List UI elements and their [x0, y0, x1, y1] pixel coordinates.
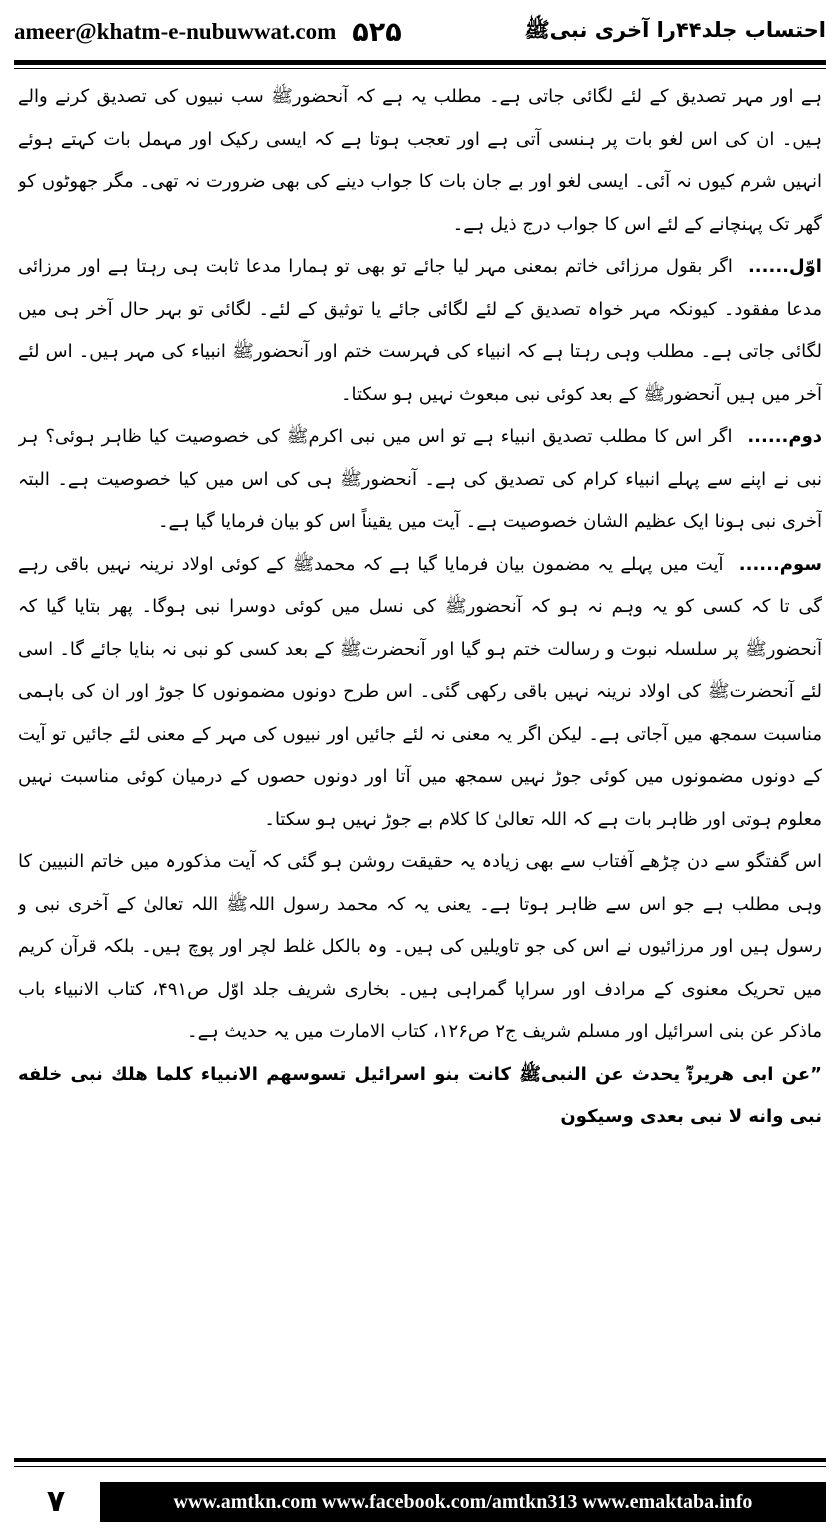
header-series-title: احتساب جلد۴۴را آخری نبیﷺ [524, 17, 826, 42]
paragraph-doum [18, 416, 822, 544]
footer-page-index: ۷ [46, 1483, 66, 1519]
paragraph-text: اگر اس کا مطلب تصدیق انبیاء ہے تو اس میں نبی اکرمﷺ کی خصوصیت کیا ظاہر ہوئی؟ ہر نبی نے اپنے سے پہلے انبیاء کرام کی تصدیق کی ہے۔ آنحضورﷺ ہی کی اس میں کیا خصوصیت ہے۔ البتہ آخری نبی ہونا ایک عظیم الشان خصوصیت ہے۔ آیت میں یقیناً اس کو بیان فرمایا گیا ہے۔ [18, 426, 822, 532]
paragraph-soum [18, 544, 822, 842]
paragraph-conclusion [18, 841, 822, 1054]
paragraph-text: اگر بقول مرزائی خاتم بمعنی مہر لیا جائے تو بھی تو ہمارا مدعا ثابت ہی رہتا ہے اور مرزائی مدعا مفقود۔ کیونکہ مہر خواہ تصدیق کے لئے لگائی جائے یا توثیق کے لئے۔ لگائی تو بہر حال آخر ہی میں لگائی جاتی ہے۔ مطلب وہی رہتا ہے کہ انبیاء کی فہرست ختم اور آنحضورﷺ انبیاء کی مہر ہیں۔ اس لئے آخر میں ہیں آنحضورﷺ کے بعد کوئی نبی مبعوث نہیں ہو سکتا۔ [18, 256, 822, 405]
footer-links: www.amtkn.com www.facebook.com/amtkn313 www.emaktaba.info [100, 1482, 826, 1522]
hadith-text [18, 1054, 822, 1139]
header-rule-thin [14, 68, 826, 69]
header-rule [14, 60, 826, 65]
header-email: ameer@khatm-e-nubuwwat.com [14, 19, 337, 44]
footer-rule-thin [14, 1466, 826, 1467]
paragraph-1 [18, 76, 822, 246]
header-page-number: ۵۲۵ [352, 16, 402, 48]
paragraph-label: اوّل...... [747, 256, 822, 277]
paragraph-text: اس گفتگو سے دن چڑھے آفتاب سے بھی زیادہ یہ حقیقت روشن ہو گئی کہ آیت مذکورہ میں خاتم النبیین کا وہی مطلب ہے جو اس سے ظاہر ہوتا ہے۔ یعنی یہ کہ محمد رسول اللہﷺ اللہ تعالیٰ کے آخری نبی و رسول ہیں اور مرزائیوں نے اس کی جو تاویلیں کی ہیں۔ وہ بالکل غلط لچر اور پوچ ہیں۔ بلکہ قرآن کریم میں تحریک معنوی کے مرادف اور سراپا گمراہی ہیں۔ بخاری شریف جلد اوّل ص۴۹۱، کتاب الانبیاء باب ماذکر عن بنی اسرائیل اور مسلم شریف ج۲ ص۱۲۶، کتاب الامارت میں یہ حدیث ہے۔ [18, 851, 822, 1042]
paragraph-awwal [18, 246, 822, 416]
page-body [18, 76, 822, 1448]
paragraph-text: ”عن ابی هريرةؓ يحدث عن النبیﷺ كانت بنو اسرائيل تسوسهم الانبياء كلما هلك نبی خلفه نبی وانه لا نبی بعدی وسيكون [18, 1063, 822, 1127]
header-left [14, 17, 402, 48]
paragraph-text: ہے اور مہر تصدیق کے لئے لگائی جاتی ہے۔ مطلب یہ ہے کہ آنحضورﷺ سب نبیوں کی تصدیق کرنے والے ہیں۔ ان کی اس لغو بات پر ہنسی آتی ہے اور تعجب ہوتا ہے کہ ایسی رکیک اور مہمل بات کہتے ہوئے انہیں شرم کیوں نہ آئی۔ ایسی لغو اور بے جان بات کا جواب دینے کی بھی ضرورت نہ تھی۔ مگر جھوٹوں کو گھر تک پہنچانے کے لئے اس کا جواب درج ذیل ہے۔ [18, 86, 822, 235]
footer-rule [14, 1458, 826, 1462]
page-header [14, 12, 826, 52]
paragraph-text: آیت میں پہلے یہ مضمون بیان فرمایا گیا ہے کہ محمدﷺ کے کوئی اولاد نرینہ نہیں باقی رہے گی تا کہ کسی کو یہ وہم نہ ہو کہ آنحضورﷺ کی نسل میں کوئی دوسرا نبی ہوگا۔ پھر بتایا گیا کہ آنحضورﷺ پر سلسلہ نبوت و رسالت ختم ہو گیا اور آنحضرتﷺ کے بعد کسی کو نبی نہ بنایا جائے گا۔ اسی لئے آنحضرتﷺ کی اولاد نرینہ نہیں باقی رکھی گئی۔ اس طرح دونوں مضمونوں کا جوڑ اور ان کی باہمی مناسبت سمجھ میں آجاتی ہے۔ لیکن اگر یہ معنی نہ لئے جائیں اور نبیوں کی مہر کے معنی لئے جائیں تو آیت کے دونوں مضمونوں میں کوئی جوڑ نہیں سمجھ میں آتا اور دونوں حصوں کے درمیان کوئی مناسبت نہیں معلوم ہوتی اور ظاہر بات ہے کہ اللہ تعالیٰ کا کلام بے جوڑ نہیں ہو سکتا۔ [18, 553, 822, 830]
paragraph-label: سوم...... [738, 553, 822, 575]
paragraph-label: دوم...... [747, 426, 822, 447]
